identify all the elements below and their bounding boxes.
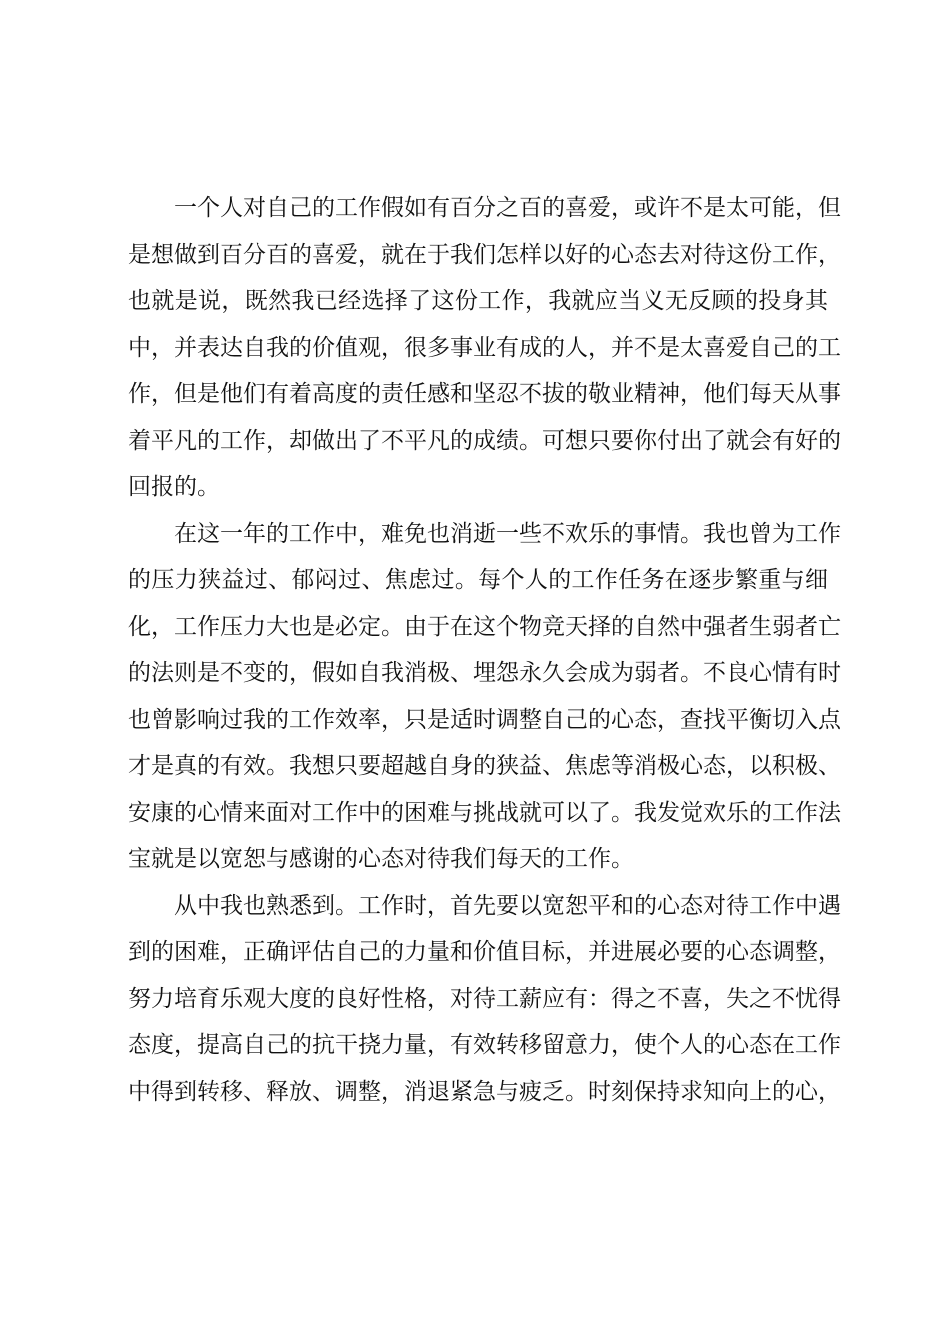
text-line: 中，并表达自我的价值观，很多事业有成的人，并不是太喜爱自己的工 [128, 334, 841, 361]
text-line: 回报的。 [128, 474, 220, 500]
text-line: 作，但是他们有着高度的责任感和坚忍不拔的敬业精神，他们每天从事 [128, 381, 841, 407]
text-line: 安康的心情来面对工作中的困难与挑战就可以了。我发觉欢乐的工作法 [128, 799, 841, 826]
text-line: 中得到转移、释放、调整，消退紧急与疲乏。时刻保持求知向上的心， [128, 1078, 841, 1105]
text-line: 从中我也熟悉到。工作时，首先要以宽恕平和的心态对待工作中遇 [174, 892, 841, 919]
text-line: 态度，提高自己的抗干挠力量，有效转移留意力，使个人的心态在工作 [128, 1032, 841, 1058]
document-body [128, 185, 841, 1115]
text-line: 到的困难，正确评估自己的力量和价值目标，并进展必要的心态调整， [128, 939, 841, 965]
text-line: 宝就是以宽恕与感谢的心态对待我们每天的工作。 [128, 846, 634, 872]
text-line: 也就是说，既然我已经选择了这份工作，我就应当义无反顾的投身其 [128, 288, 828, 314]
text-line: 着平凡的工作，却做出了不平凡的成绩。可想只要你付出了就会有好的 [128, 427, 841, 454]
text-line: 努力培育乐观大度的良好性格，对待工薪应有：得之不喜，失之不忧得 [128, 985, 841, 1012]
text-line: 的法则是不变的，假如自我消极、埋怨永久会成为弱者。不良心情有时 [128, 660, 841, 686]
text-line: 一个人对自己的工作假如有百分之百的喜爱，或许不是太可能，但 [174, 195, 841, 221]
text-line: 也曾影响过我的工作效率，只是适时调整自己的心态，查找平衡切入点 [128, 706, 841, 733]
text-line: 在这一年的工作中，难免也消逝一些不欢乐的事情。我也曾为工作 [174, 520, 841, 547]
text-line: 化，工作压力大也是必定。由于在这个物竞天择的自然中强者生弱者亡 [128, 613, 841, 640]
text-line: 的压力狭益过、郁闷过、焦虑过。每个人的工作任务在逐步繁重与细 [128, 567, 828, 593]
text-line: 才是真的有效。我想只要超越自身的狭益、焦虑等消极心态，以积极、 [128, 753, 841, 779]
text-line: 是想做到百分百的喜爱，就在于我们怎样以好的心态去对待这份工作， [128, 241, 841, 268]
